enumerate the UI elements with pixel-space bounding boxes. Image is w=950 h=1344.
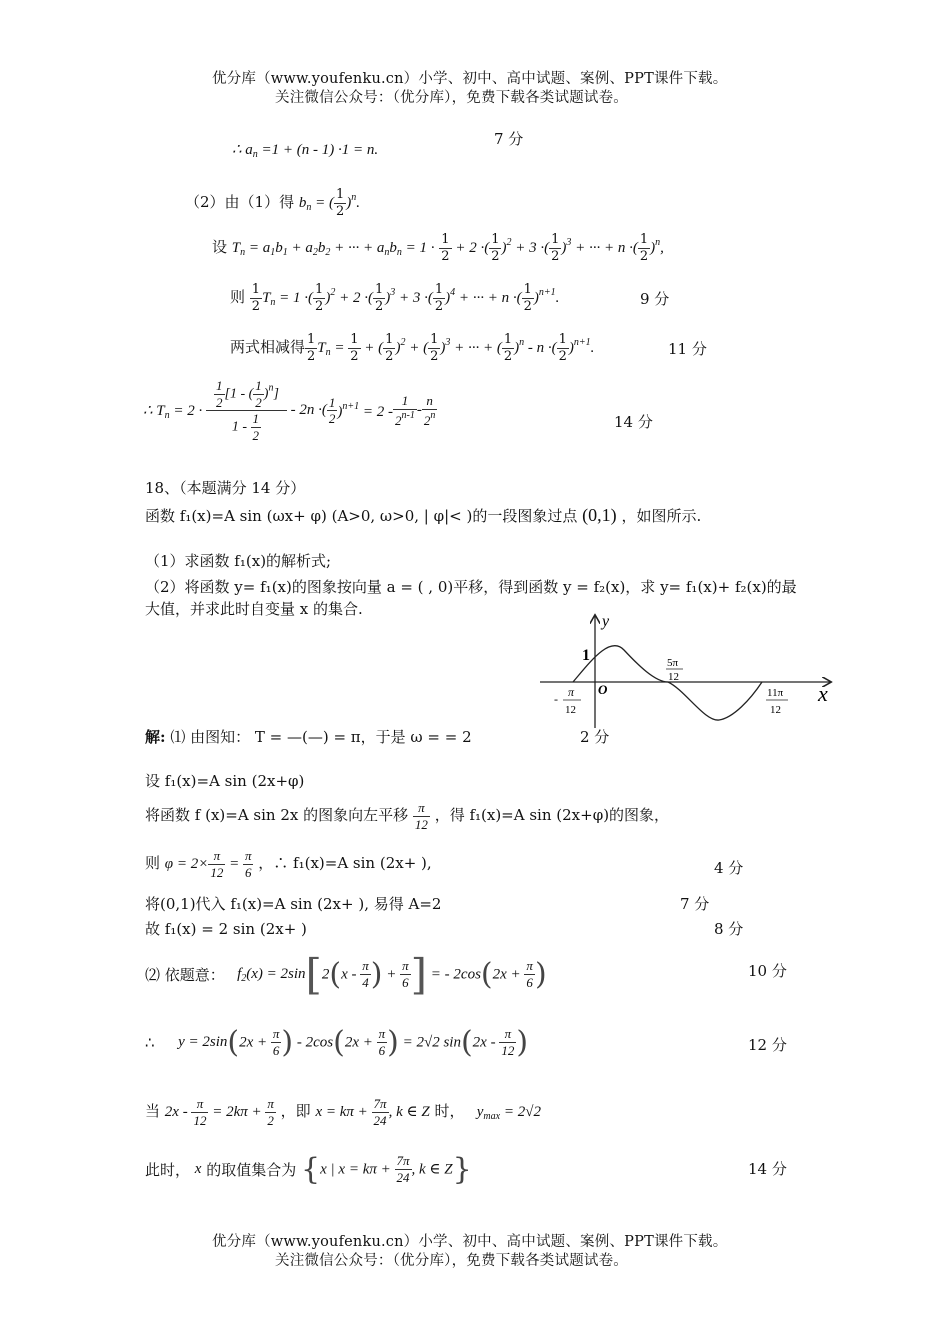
header-line-1: 优分库（www.youfenku.cn）小学、初中、高中试题、案例、PPT课件下载。 bbox=[212, 71, 728, 87]
solution-step-8: ∴ y = 2sin(2x + $\frac{\pi}{6}$ ) - 2cos(2x + $\frac{\pi}{6}$ ) = 2√2 sin(2x - $\frac{\pi}{12}$ ) bbox=[145, 1025, 529, 1060]
solution-step-2: 设 f₁(x)=A sin (2x+φ) bbox=[145, 772, 305, 790]
header-line-2: 关注微信公众号：（优分库），免费下载各类试题试卷。 bbox=[275, 90, 628, 106]
tn-definition: 设 $T_n = a_1b_1 + a_2b_2$ + ··· + $a_nb_n = 1$ · $\frac{1}{2}$ + 2 ·( $\frac{1}{2}$ )$^2$ + 3 ·( $\frac{1}{2}$ )$^3$ + ··· + n ·( $\frac{1}{2}$ )$^n$, bbox=[212, 232, 664, 264]
x-axis-label: x bbox=[818, 681, 828, 706]
step-7-text: ⑵ 依题意： bbox=[145, 966, 225, 984]
subtract-line: 两式相减得 $\frac{1}{2}$ $T_n$ = $\frac{1}{2}$ + ( $\frac{1}{2}$ )$^2$ + ( $\frac{1}{2}$ )$^3$ + ··· + ( $\frac{1}{2}$ )$^n$ - n ·( $\frac{1}{2}$ )$^{n+1}$. bbox=[230, 332, 595, 364]
score-9: 9 分 bbox=[640, 290, 670, 308]
one-label: 1 bbox=[582, 647, 590, 664]
tick-5pi-num: 5π bbox=[667, 657, 679, 669]
half-prefix: 则 bbox=[230, 288, 246, 307]
an-expression: =1 + (n - 1) ·1 = n. bbox=[261, 142, 379, 158]
footer-line-2: 关注微信公众号：（优分库），免费下载各类试题试卷。 bbox=[275, 1253, 628, 1269]
score-7b: 7 分 bbox=[680, 895, 710, 913]
score-7: 7 分 bbox=[494, 130, 524, 148]
question-2b: 大值，并求此时自变量 x 的集合. bbox=[145, 600, 363, 618]
step-1-text: ⑴ 由图知： T = —(—) = π，于是 ω = = 2 bbox=[170, 728, 472, 746]
solution-step-1 bbox=[145, 726, 472, 747]
question-1: （1）求函数 f₁(x)的解析式; bbox=[145, 552, 332, 570]
tn-prefix: 设 bbox=[212, 238, 228, 257]
solution-step-3: 将函数 f (x)=A sin 2x 的图象向左平移 $\frac{\pi}{12}$ ，得 f₁(x)=A sin (2x+φ)的图象， bbox=[145, 800, 670, 832]
an-symbol: ∴ a bbox=[232, 142, 253, 158]
sine-graph bbox=[530, 610, 840, 735]
step-9a: 当 bbox=[145, 1102, 161, 1121]
part2-line: （2）由（1）得 $b_n$ = ( $\frac{1}{2}$ )$^n$. bbox=[185, 187, 361, 219]
subtract-prefix: 两式相减得 bbox=[230, 338, 306, 357]
score-14a: 14 分 bbox=[614, 413, 653, 431]
step-3a: 将函数 f (x)=A sin 2x 的图象向左平移 bbox=[145, 806, 409, 825]
solution-step-6: 故 f₁(x) = 2 sin (2x+ ) bbox=[145, 920, 307, 938]
score-11: 11 分 bbox=[668, 340, 707, 358]
step-10b: 的取值集合为 bbox=[206, 1161, 297, 1179]
tick-neg-den: 12 bbox=[565, 704, 576, 716]
step-4a: 则 bbox=[145, 854, 161, 873]
step-9b: ，即 bbox=[280, 1102, 311, 1121]
problem-18-title: 18、（本题满分 14 分） bbox=[145, 479, 306, 497]
score-12: 12 分 bbox=[748, 1036, 787, 1054]
y-axis-label: y bbox=[602, 613, 610, 630]
solution-step-10: 此时， x 的取值集合为 {x | x = kπ + $\frac{7\pi}{24}$ , k ∈ Z} bbox=[145, 1152, 472, 1187]
an-formula: ∴ $a_n =1 + (n - 1) \cdot 1 = n$. bbox=[232, 142, 379, 160]
tick-neg-num: π bbox=[568, 685, 575, 699]
step-3b: ，得 f₁(x)=A sin (2x+φ)的图象， bbox=[434, 806, 670, 825]
score-10: 10 分 bbox=[748, 962, 787, 980]
step-8-text: ∴ bbox=[145, 1033, 155, 1052]
tn-final: ∴ $T_n = 2$ · $\frac{1}{2}$ [1 - ( $\frac{1}{2}$ )$^n$] 1 - $\frac{1}{2}$ - 2n ·( $\frac{1}{2}$ )$^{n+1}$ = 2 - $\frac{1}{2^{n-1}}$ - $\frac{n}{2^n}$ bbox=[143, 378, 436, 443]
score-8: 8 分 bbox=[714, 920, 744, 938]
tick-neg-minus: - bbox=[554, 692, 558, 706]
step-9c: 时， bbox=[434, 1102, 465, 1121]
stem-text: 函数 f₁(x)=A sin (ωx+ φ) (A>0, ω>0, | φ|< )的一段图象过点 bbox=[145, 507, 578, 525]
half-tn-line: 则 $\frac{1}{2}$ $T_n = 1$ ·( $\frac{1}{2}$ )$^2$ + 2 ·( $\frac{1}{2}$ )$^3$ + 3 ·( $\frac{1}{2}$ )$^4$ + ··· + n ·( $\frac{1}{2}$ )$^{n+1}$. bbox=[230, 282, 560, 314]
step-10a: 此时， bbox=[145, 1161, 191, 1179]
part2-prefix: （2）由（1）得 bbox=[185, 193, 295, 212]
solution-label: 解: bbox=[145, 728, 166, 746]
step-4b: ，∴ f₁(x)=A sin (2x+ ), bbox=[258, 854, 432, 873]
footer-line-1: 优分库（www.youfenku.cn）小学、初中、高中试题、案例、PPT课件下载。 bbox=[212, 1234, 728, 1250]
solution-step-5: 将(0,1)代入 f₁(x)=A sin (2x+ ), 易得 A=2 bbox=[145, 895, 442, 913]
score-14b: 14 分 bbox=[748, 1160, 787, 1178]
origin-label: O bbox=[598, 682, 608, 697]
score-4: 4 分 bbox=[714, 859, 744, 877]
question-2a: （2）将函数 y= f₁(x)的图象按向量 a = ( , 0)平移，得到函数 y = f₂(x)，求 y= f₁(x)+ f₂(x)的最 bbox=[145, 578, 797, 596]
solution-step-7: ⑵ 依题意： $f_2(x) = 2\sin[2(x$ - $\frac{\pi}{4}$ ) + $\frac{\pi}{6}$ ] = - 2cos(2x + $\frac{\pi}{6}$ ) bbox=[145, 950, 547, 999]
solution-step-4: 则 φ = 2× $\frac{\pi}{12}$ = $\frac{\pi}{6}$ ，∴ f₁(x)=A sin (2x+ ), bbox=[145, 848, 432, 880]
tick-11pi-den: 12 bbox=[770, 704, 781, 716]
tick-11pi-num: 11π bbox=[767, 687, 784, 699]
stem-tail: ，如图所示. bbox=[621, 507, 702, 525]
point-label: (0,1) bbox=[582, 505, 617, 525]
problem-18-stem bbox=[145, 505, 701, 526]
tick-5pi-den: 12 bbox=[668, 671, 679, 683]
solution-step-9: 当 2x - $\frac{\pi}{12}$ = 2kπ + $\frac{\pi}{2}$ ，即 x = kπ + $\frac{7\pi}{24}$ , k ∈ Z 时， $y_{max} = 2√2$ bbox=[145, 1096, 541, 1128]
score-2: 2 分 bbox=[580, 728, 610, 746]
